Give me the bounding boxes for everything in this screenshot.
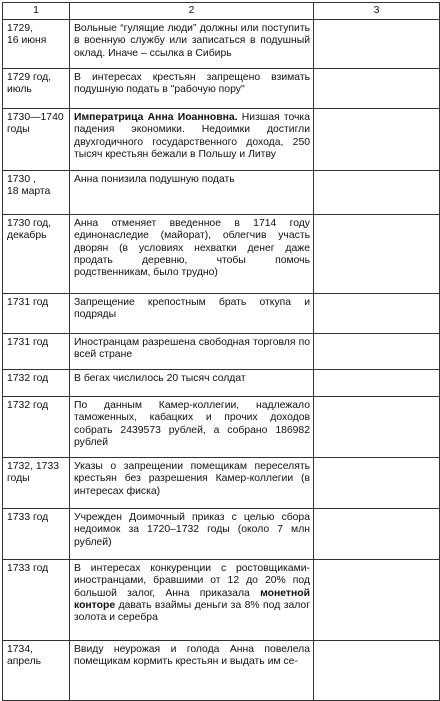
date-cell: 1732 год — [3, 370, 70, 397]
table-row — [3, 334, 440, 370]
header-col-3: 3 — [314, 3, 440, 20]
table-row — [3, 370, 440, 397]
table-row — [3, 215, 440, 294]
date-cell: 1734, апрель — [3, 641, 70, 701]
header-col-2: 2 — [70, 3, 314, 20]
notes-cell — [314, 560, 440, 641]
notes-cell — [314, 20, 440, 69]
event-cell: Запрещение крепостным брать откупа и подряды — [70, 294, 314, 334]
notes-cell — [314, 397, 440, 458]
table-row — [3, 69, 440, 109]
event-cell: Ввиду неурожая и голода Анна повелела помещикам кормить крестьян и выдать им се- — [70, 641, 314, 701]
notes-cell — [314, 294, 440, 334]
table-row — [3, 20, 440, 69]
notes-cell — [314, 109, 440, 171]
date-cell: 1730 год, декабрь — [3, 215, 70, 294]
date-cell: 1730 , 18 марта — [3, 171, 70, 215]
notes-cell — [314, 69, 440, 109]
event-cell: Анна отменяет введенное в 1714 году единонаследие (майорат), облегчив участь дворян (в условиях нехватки денег даже продать деревню, чтобы помочь родственникам, было трудно) — [70, 215, 314, 294]
notes-cell — [314, 171, 440, 215]
date-cell: 1731 год — [3, 334, 70, 370]
event-cell: В бегах числилось 20 тысяч солдат — [70, 370, 314, 397]
date-cell: 1733 год — [3, 560, 70, 641]
event-cell: Анна понизила подушную подать — [70, 171, 314, 215]
notes-cell — [314, 370, 440, 397]
event-cell: В интересах конкуренции с ростовщиками-иностранцами, бравшими от 12 до 20% под большой залог, Анна приказала монетной конторе давать взаймы деньги за 8% под залог золота и серебра — [70, 560, 314, 641]
event-cell: В интересах крестьян запрещено взимать подушную подать в "рабочую пору" — [70, 69, 314, 109]
date-cell: 1732, 1733 годы — [3, 458, 70, 509]
notes-cell — [314, 509, 440, 560]
notes-cell — [314, 215, 440, 294]
table-row — [3, 560, 440, 641]
header-col-1: 1 — [3, 3, 70, 20]
table-header-row — [3, 3, 440, 20]
notes-cell — [314, 641, 440, 701]
table-row — [3, 509, 440, 560]
date-cell: 1732 год — [3, 397, 70, 458]
date-cell: 1729, 16 июня — [3, 20, 70, 69]
event-cell: По данным Камер-коллегии, надлежало таможенных, кабацких и прочих доходов собрать 2439573 рублей, а собрано 186982 рублей — [70, 397, 314, 458]
event-cell: Вольные “гулящие люди” должны или поступить в военную службу или записаться в подушный оклад. Иначе – ссылка в Сибирь — [70, 20, 314, 69]
table-row — [3, 109, 440, 171]
chronology-table — [2, 2, 440, 701]
event-cell: Указы о запрещении помещикам переселять крестьян без разрешения Камер-коллегии (в интересах фиска) — [70, 458, 314, 509]
event-cell: Иностранцам разрешена свободная торговля по всей стране — [70, 334, 314, 370]
date-cell: 1733 год — [3, 509, 70, 560]
table-row — [3, 458, 440, 509]
table-row — [3, 294, 440, 334]
event-cell: Императрица Анна Иоанновна. Низшая точка падения экономики. Недоимки достигли двухгодичного государственного дохода, 250 тысяч крестьян бежали в Польшу и Литву — [70, 109, 314, 171]
notes-cell — [314, 458, 440, 509]
date-cell: 1729 год, июль — [3, 69, 70, 109]
date-cell: 1731 год — [3, 294, 70, 334]
notes-cell — [314, 334, 440, 370]
table-row — [3, 171, 440, 215]
table-row — [3, 397, 440, 458]
date-cell: 1730—1740 годы — [3, 109, 70, 171]
event-cell: Учрежден Доимочный приказ с целью сбора недоимок за 1720–1732 годы (около 7 млн рублей) — [70, 509, 314, 560]
table-row — [3, 641, 440, 701]
